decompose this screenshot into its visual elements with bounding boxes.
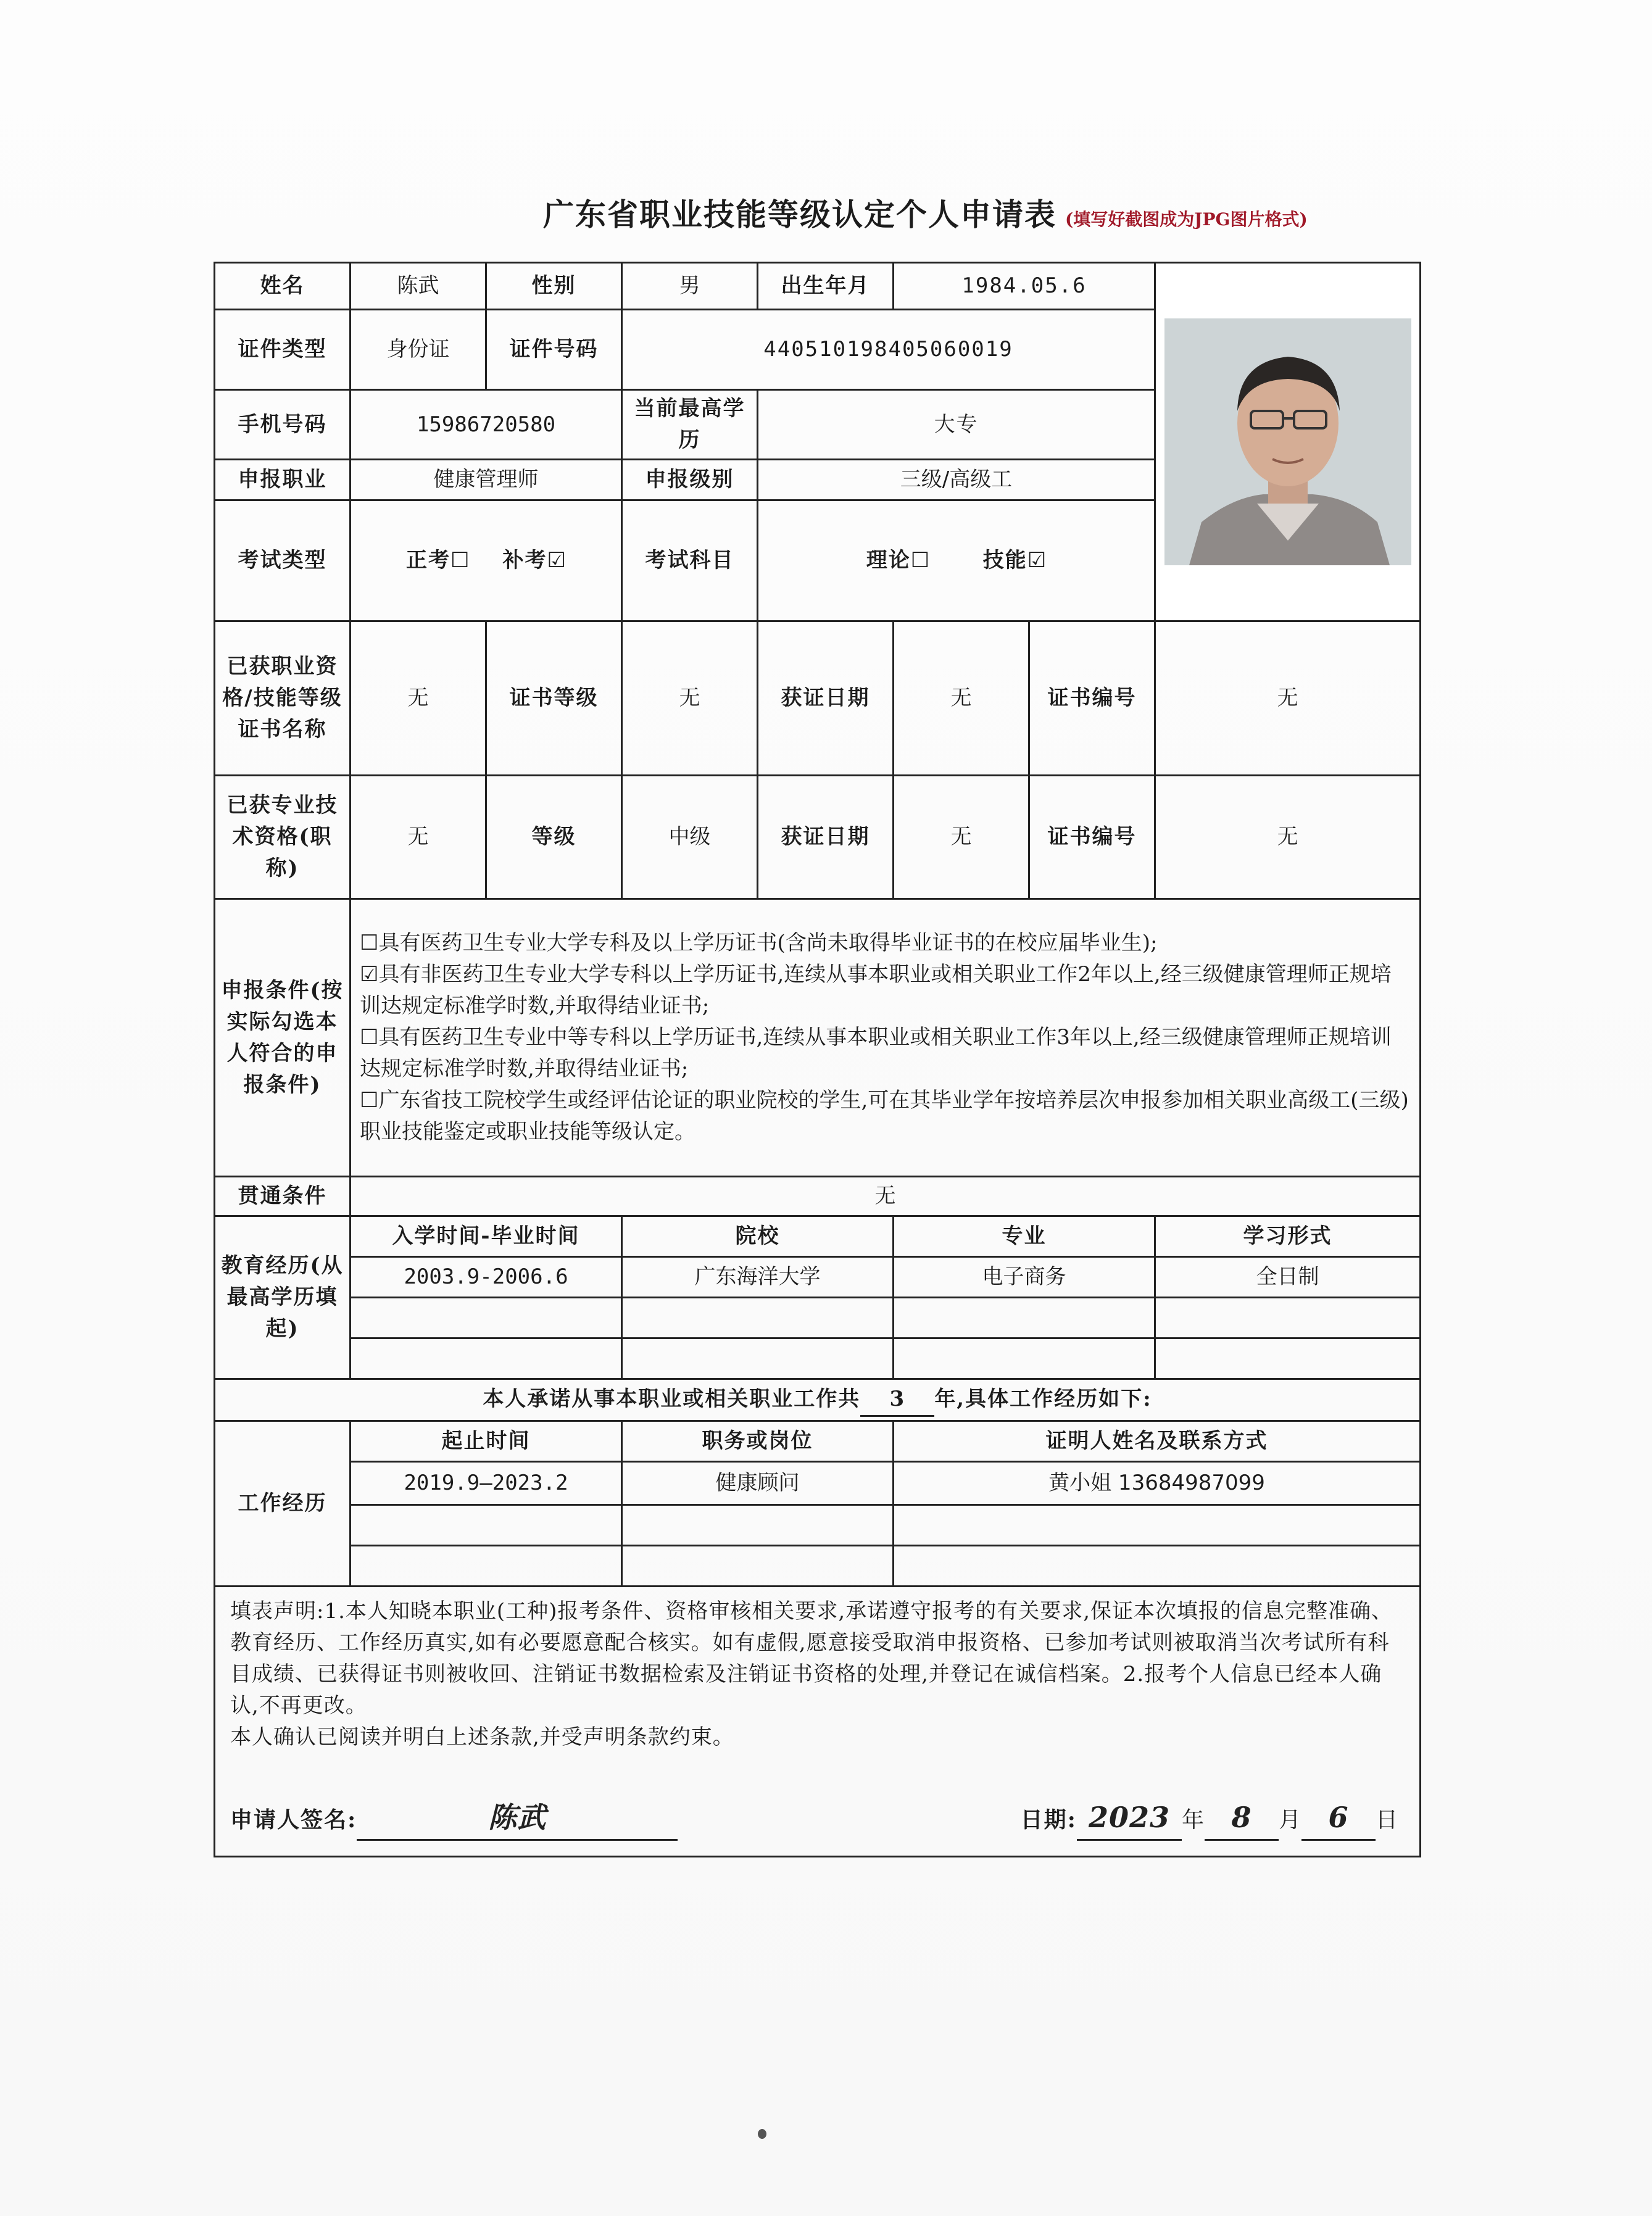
cert-no-value: 无	[1155, 621, 1421, 776]
empty-cell	[622, 1505, 894, 1546]
title-date-label: 获证日期	[758, 776, 894, 899]
makeup-exam-checkbox[interactable]: ☑	[547, 548, 566, 573]
id-no-value: 440510198405060019	[622, 310, 1155, 390]
photo-cell	[1155, 263, 1421, 621]
through-value: 无	[351, 1177, 1421, 1216]
pledge-prefix: 本人承诺从事本职业或相关职业工作共	[483, 1386, 861, 1411]
condition-item	[360, 959, 1411, 1022]
condition-checkbox[interactable]: ☐	[360, 1088, 379, 1113]
conditions-label: 申报条件(按实际勾选本人符合的申报条件)	[215, 899, 351, 1177]
sign-label: 申请人签名:	[230, 1807, 357, 1833]
condition-text: 具有医药卫生专业大学专科及以上学历证书(含尚未取得毕业证书的在校应届毕业生);	[378, 931, 1158, 955]
declaration-text: 填表声明:1.本人知晓本职业(工种)报考条件、资格审核相关要求,承诺遵守报考的有关要求,保证本次填报的信息完整准确、教育经历、工作经历真实,如有必要愿意配合核实。如有虚假,愿意接受取消申报资格、已参加考试则被取消当次考试所有科目成绩、已获得证书则被收回、注销证书数据检索及注销证书资格的处理,并登记在诚信档案。2.报考个人信息已经本人确认,不再更改。	[230, 1599, 1393, 1718]
edu-major: 电子商务	[894, 1257, 1155, 1298]
edu-period-header: 入学时间-毕业时间	[351, 1216, 622, 1257]
title-no-label: 证书编号	[1029, 776, 1155, 899]
empty-cell	[351, 1505, 622, 1546]
empty-cell	[894, 1546, 1421, 1587]
prof-title-value: 无	[351, 776, 486, 899]
title-level-label: 等级	[486, 776, 622, 899]
education-label: 当前最高学历	[622, 390, 758, 460]
skill-checkbox[interactable]: ☑	[1027, 548, 1047, 573]
signature-block	[230, 1796, 678, 1841]
applicant-photo	[1164, 318, 1411, 565]
form-title: 广东省职业技能等级认定个人申请表	[543, 196, 1056, 233]
empty-cell	[894, 1505, 1421, 1546]
level-value: 三级/高级工	[758, 460, 1155, 500]
work-row-empty	[215, 1546, 1421, 1587]
date-block	[1021, 1796, 1405, 1841]
position-header: 职务或岗位	[622, 1421, 894, 1462]
edu-form: 全日制	[1155, 1257, 1421, 1298]
declaration-cell	[215, 1587, 1421, 1857]
edu-school: 广东海洋大学	[622, 1257, 894, 1298]
work-pledge	[215, 1379, 1421, 1421]
condition-item	[360, 927, 1411, 959]
cert-no-label: 证书编号	[1029, 621, 1155, 776]
form-header	[543, 185, 1432, 234]
empty-cell	[1155, 1298, 1421, 1338]
empty-cell	[351, 1338, 622, 1379]
condition-checkbox[interactable]: ☑	[360, 962, 379, 987]
edu-history-label: 教育经历(从最高学历填起)	[215, 1216, 351, 1379]
edu-row-empty	[215, 1338, 1421, 1379]
paper-speck	[758, 2129, 766, 2139]
major-header: 专业	[894, 1216, 1155, 1257]
edu-row-empty	[215, 1298, 1421, 1338]
conditions-list	[351, 899, 1421, 1177]
phone-label: 手机号码	[215, 390, 351, 460]
date-label: 日期:	[1020, 1807, 1077, 1833]
study-form-header: 学习形式	[1155, 1216, 1421, 1257]
theory-label: 理论	[866, 548, 911, 573]
id-no-label: 证件号码	[486, 310, 622, 390]
condition-text: 具有医药卫生专业中等专科以上学历证书,连续从事本职业或相关职业工作3年以上,经三级健康管理师正规培训达规定标准学时数,并取得结业证书;	[360, 1025, 1392, 1081]
empty-cell	[351, 1298, 622, 1338]
condition-item	[360, 1085, 1411, 1148]
gender-value: 男	[622, 263, 758, 310]
theory-checkbox[interactable]: ☐	[910, 548, 930, 573]
birth-value: 1984.05.6	[894, 263, 1155, 310]
work-position: 健康顾问	[622, 1462, 894, 1505]
obtained-qual-label: 已获职业资格/技能等级证书名称	[215, 621, 351, 776]
regular-exam-label: 正考	[405, 548, 450, 573]
work-reference: 黄小姐 13684987099	[894, 1462, 1421, 1505]
skill-label: 技能	[982, 548, 1027, 573]
gender-label: 性别	[486, 263, 622, 310]
exam-subject-label: 考试科目	[622, 500, 758, 621]
cert-date-value: 无	[894, 621, 1029, 776]
phone-value: 15986720580	[351, 390, 622, 460]
applicant-signature[interactable]: 陈武	[357, 1796, 678, 1841]
exam-type-label: 考试类型	[215, 500, 351, 621]
day-unit: 日	[1376, 1807, 1399, 1833]
obtained-qual-value: 无	[351, 621, 486, 776]
empty-cell	[894, 1298, 1155, 1338]
work-period-header: 起止时间	[351, 1421, 622, 1462]
exam-type-options	[351, 500, 622, 621]
sign-year[interactable]: 2023	[1077, 1796, 1182, 1841]
condition-text: 广东省技工院校学生或经评估论证的职业院校的学生,可在其毕业学年按培养层次申报参加相关职业高级工(三级)职业技能鉴定或职业技能等级认定。	[360, 1088, 1409, 1144]
condition-item	[360, 1022, 1411, 1085]
application-table	[214, 262, 1421, 1857]
prof-title-label: 已获专业技术资格(职称)	[215, 776, 351, 899]
portrait-image	[1164, 318, 1411, 565]
birth-label: 出生年月	[758, 263, 894, 310]
through-label: 贯通条件	[215, 1177, 351, 1216]
level-label: 申报级别	[622, 460, 758, 500]
occupation-value: 健康管理师	[351, 460, 622, 500]
id-type-label: 证件类型	[215, 310, 351, 390]
makeup-exam-label: 补考	[502, 548, 547, 573]
cert-level-value: 无	[622, 621, 758, 776]
condition-text: 具有非医药卫生专业大学专科以上学历证书,连续从事本职业或相关职业工作2年以上,经三级健康管理师正规培训达规定标准学时数,并取得结业证书;	[360, 962, 1392, 1018]
condition-checkbox[interactable]: ☐	[360, 931, 379, 955]
title-level-value: 中级	[622, 776, 758, 899]
work-period: 2019.9—2023.2	[351, 1462, 622, 1505]
regular-exam-checkbox[interactable]: ☐	[450, 548, 470, 573]
sign-day[interactable]: 6	[1301, 1796, 1376, 1841]
cert-level-label: 证书等级	[486, 621, 622, 776]
exam-subject-options	[758, 500, 1155, 621]
title-date-value: 无	[894, 776, 1029, 899]
condition-checkbox[interactable]: ☐	[360, 1025, 379, 1050]
empty-cell	[622, 1546, 894, 1587]
empty-cell	[894, 1338, 1155, 1379]
title-no-value: 无	[1155, 776, 1421, 899]
year-unit: 年	[1181, 1807, 1205, 1833]
declaration-confirm: 本人确认已阅读并明白上述条款,并受声明条款约束。	[230, 1725, 734, 1749]
pledge-years: 3	[860, 1384, 934, 1417]
work-row	[215, 1462, 1421, 1505]
month-unit: 月	[1278, 1807, 1301, 1833]
pledge-suffix: 年,具体工作经历如下:	[934, 1386, 1152, 1411]
edu-row	[215, 1257, 1421, 1298]
empty-cell	[1155, 1338, 1421, 1379]
reference-header: 证明人姓名及联系方式	[894, 1421, 1421, 1462]
cert-date-label: 获证日期	[758, 621, 894, 776]
edu-period: 2003.9-2006.6	[351, 1257, 622, 1298]
empty-cell	[622, 1298, 894, 1338]
empty-cell	[622, 1338, 894, 1379]
work-label: 工作经历	[215, 1421, 351, 1587]
school-header: 院校	[622, 1216, 894, 1257]
sign-month[interactable]: 8	[1205, 1796, 1279, 1841]
occupation-label: 申报职业	[215, 460, 351, 500]
signature-row	[230, 1796, 1405, 1841]
education-value: 大专	[758, 390, 1155, 460]
name-value: 陈武	[351, 263, 486, 310]
work-row-empty	[215, 1505, 1421, 1546]
empty-cell	[351, 1546, 622, 1587]
form-title-note: (填写好截图成为JPG图片格式)	[1065, 209, 1308, 230]
id-type-value: 身份证	[351, 310, 486, 390]
name-label: 姓名	[215, 263, 351, 310]
